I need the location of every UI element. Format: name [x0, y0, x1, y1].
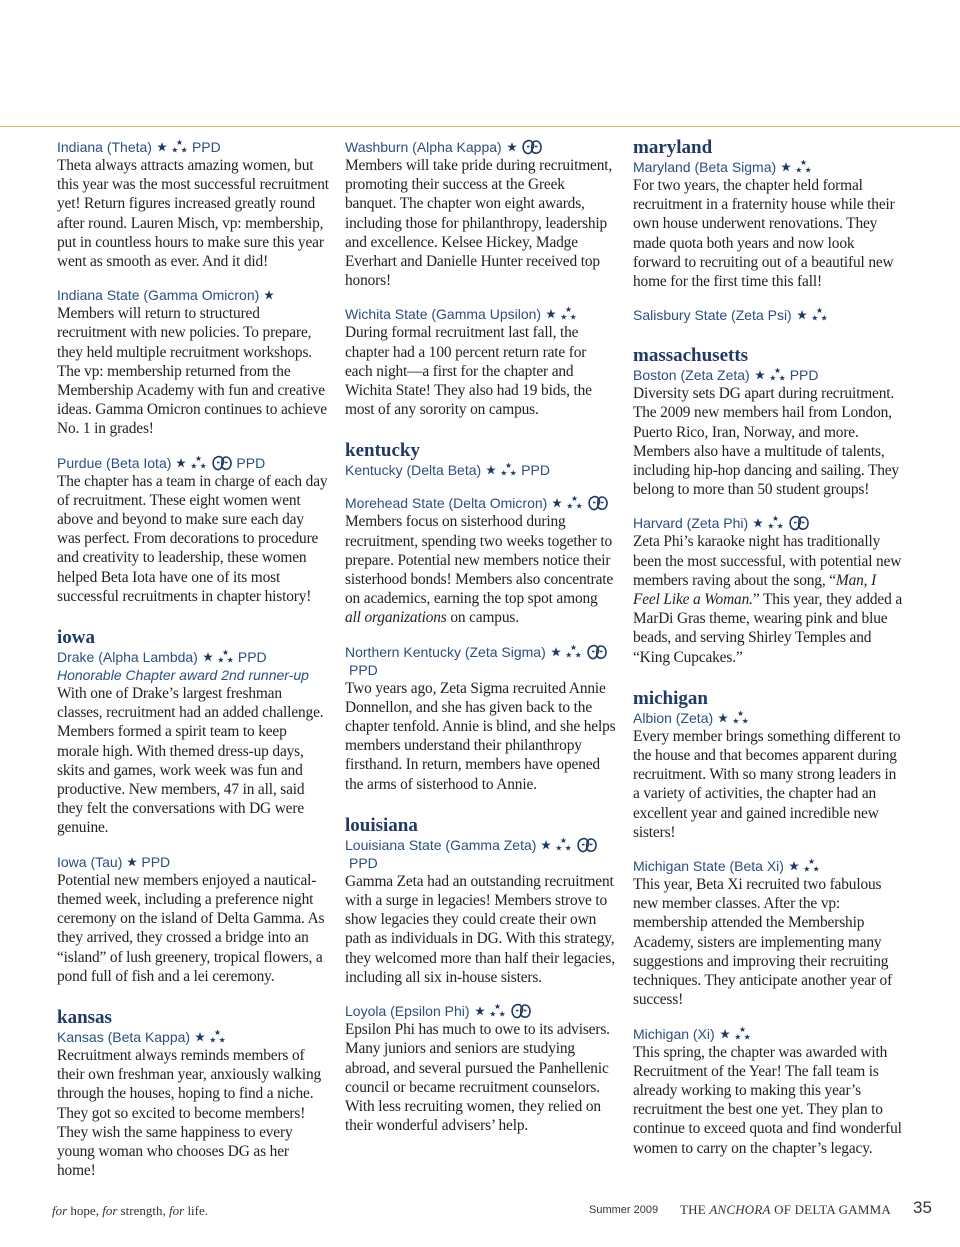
- flowers-icon: [566, 495, 583, 511]
- block-spacer: [633, 291, 905, 306]
- chapter-block: [345, 494, 617, 627]
- block-spacer: [57, 271, 329, 286]
- state-heading: kentucky: [345, 440, 420, 462]
- description-text: Theta always attracts amazing women, but this year was the most successful recruitment yet! Return figures increased greatly round after round. Lauren Misch, vp: membership, put in countless hours to make sure this year went as smooth as ever. And it did!: [57, 157, 329, 271]
- flowers-icon: [209, 1029, 226, 1045]
- chapter-block: [345, 643, 617, 794]
- description-text: Two years ago, Zeta Sigma recruited Annie Donnellon, and she has given back to the chapter tenfold. Annie is blind, and she helps members understand their philanthropy firsthand. In return, members have opened the arms of sisterhood to Annie.: [345, 679, 616, 793]
- flowers-icon: [811, 307, 828, 323]
- chapter-description: [57, 156, 329, 271]
- chapter-title-line: [345, 1002, 617, 1020]
- faces-icon: [576, 836, 597, 854]
- chapter-name: Indiana State (Gamma Omicron): [57, 287, 260, 304]
- flowers-icon: [190, 455, 207, 471]
- footer-motto-for: for: [169, 1203, 185, 1218]
- chapter-name: Iowa (Tau): [57, 853, 123, 870]
- description-text: Members focus on sisterhood during recruitment, spending two weeks together to prepare. Potential new members notice their sisterhood bonds! Members also concentrate on academics, earning the top spot among: [345, 513, 614, 608]
- chapter-name: Michigan (Xi): [633, 1025, 715, 1042]
- chapter-description: [57, 304, 329, 438]
- flowers-icon: [795, 159, 812, 175]
- chapter-name: Salisbury State (Zeta Psi): [633, 307, 792, 324]
- chapter-title-line: [345, 494, 617, 512]
- magazine-title-suffix: OF DELTA GAMMA: [770, 1202, 891, 1217]
- chapter-block: [633, 346, 905, 499]
- star-icon: [720, 1028, 730, 1040]
- chapter-name: Albion (Zeta): [633, 709, 714, 726]
- block-spacer: [345, 794, 617, 816]
- flowers-icon: [555, 837, 572, 853]
- chapter-title-line: [633, 366, 905, 384]
- chapter-description: [57, 871, 329, 986]
- award-icons: [789, 858, 820, 874]
- star-icon: [552, 497, 562, 509]
- description-emphasis: all organizations: [345, 609, 447, 627]
- description-text: Gamma Zeta had an outstanding recruitment with a surge in legacies! Members strove to show legacies they could create their own path as individuals in DG. With this strategy, they welcomed more than half their legacies, including all six in-house sisters.: [345, 872, 615, 986]
- chapter-description: [345, 1020, 617, 1135]
- ppd-label: PPD: [236, 454, 266, 471]
- flowers-icon: [565, 644, 582, 660]
- flowers-icon: [732, 710, 749, 726]
- flowers-icon: [560, 306, 577, 322]
- star-icon: [507, 141, 517, 153]
- chapter-title-line: [57, 853, 329, 871]
- chapter-name: Kentucky (Delta Beta): [345, 462, 482, 479]
- award-icons: [176, 454, 232, 472]
- award-icons: [755, 367, 786, 383]
- chapter-name: Kansas (Beta Kappa): [57, 1028, 191, 1045]
- chapter-description: [345, 872, 617, 987]
- block-spacer: [633, 842, 905, 857]
- ppd-label: PPD: [237, 649, 267, 666]
- faces-icon: [510, 1002, 531, 1020]
- block-spacer: [345, 987, 617, 1002]
- star-icon: [264, 289, 274, 301]
- description-text: Epsilon Phi has much to owe to its advisers. Many juniors and seniors are studying abroad, and several pursued the Panhellenic council or became recruitment counselors. With less recruiting women, they relied on their wonderful advisers’ help.: [345, 1021, 610, 1135]
- star-icon: [203, 651, 213, 663]
- footer-motto: [52, 1203, 208, 1219]
- state-heading: massachusetts: [633, 345, 749, 367]
- chapter-block: [57, 853, 329, 986]
- description-text: Diversity sets DG apart during recruitment. The 2009 new members hail from London, Puerto Rico, Iran, Norway, and more. Members also have a multitude of talents, including hip-hop dancing and sailing. They belong to more than 50 student groups!: [633, 385, 899, 499]
- block-spacer: [57, 606, 329, 628]
- column-1: [57, 138, 329, 1180]
- chapter-block: [57, 138, 329, 271]
- description-text: During formal recruitment last fall, the chapter had a 100 percent return rate for each night—a first for the chapter and Wichita State! They also had 19 bids, the most of any sorority on campus.: [345, 324, 592, 419]
- ppd-label: PPD: [191, 139, 221, 155]
- flowers-icon: [803, 858, 820, 874]
- chapter-title-line: [57, 138, 329, 156]
- star-icon: [486, 464, 496, 476]
- column-3: [633, 138, 905, 1158]
- chapter-description: [633, 875, 905, 1009]
- chapter-name: Washburn (Alpha Kappa): [345, 139, 502, 155]
- page-number: 35: [913, 1198, 932, 1217]
- award-icons: [753, 514, 809, 532]
- description-text: Every member brings something different to the house and that becomes apparent during recruitment. With so many strong leaders in a variety of activities, the chapter had an excellent year and gained incredible new sisters!: [633, 727, 901, 841]
- description-text: Zeta Phi’s karaoke night has traditionally been the most successful, with potential new members raving about the song, “: [633, 533, 902, 589]
- description-text: Members will return to structured recruitment with new policies. To prepare, they held multiple recruitment workshops. The vp: membership returned from the Membership Academy with fun and creative ideas. Gamma Omicron continues to achieve No. 1 in grades!: [57, 305, 327, 438]
- chapter-title-line: [57, 454, 329, 472]
- description-text-end: on campus.: [446, 609, 519, 627]
- chapter-description: [345, 512, 617, 627]
- chapter-name: Michigan State (Beta Xi): [633, 858, 784, 875]
- block-spacer: [345, 419, 617, 441]
- award-icons: [195, 1029, 226, 1045]
- chapter-title-line: [633, 514, 905, 532]
- chapter-name: Northern Kentucky (Zeta Sigma): [345, 643, 546, 660]
- chapter-description: [57, 684, 329, 838]
- star-icon: [157, 141, 167, 153]
- footer-motto-for: for: [102, 1203, 118, 1218]
- chapter-name: Purdue (Beta Iota): [57, 454, 172, 471]
- state-heading: michigan: [633, 687, 708, 709]
- chapter-block: [57, 286, 329, 438]
- block-spacer: [633, 1010, 905, 1025]
- chapter-title-line: [345, 305, 617, 323]
- chapter-block: [345, 1002, 617, 1135]
- award-icons: [507, 138, 542, 156]
- chapter-block: [57, 454, 329, 606]
- chapter-name: Indiana (Theta): [57, 139, 152, 155]
- award-icons: [203, 649, 234, 665]
- flowers-icon: [767, 515, 784, 531]
- ppd-label: PPD: [141, 853, 171, 870]
- award-icons: [552, 494, 608, 512]
- award-icons: [797, 307, 828, 323]
- block-spacer: [345, 479, 617, 494]
- chapter-title-line: [633, 306, 905, 324]
- award-icons: [486, 462, 517, 478]
- chapter-block: [345, 816, 617, 987]
- block-spacer: [57, 838, 329, 853]
- chapter-name: Loyola (Epsilon Phi): [345, 1003, 470, 1020]
- chapter-name: Boston (Zeta Zeta): [633, 367, 750, 384]
- chapter-name: Wichita State (Gamma Upsilon): [345, 306, 542, 323]
- award-icons: [781, 159, 812, 175]
- award-icons: [720, 1026, 751, 1042]
- award-icons: [157, 139, 188, 155]
- chapter-title-line: [633, 857, 905, 875]
- chapter-block: [633, 306, 905, 324]
- state-heading: kansas: [57, 1006, 112, 1028]
- faces-icon: [788, 514, 809, 532]
- chapter-title-line: [345, 138, 617, 156]
- star-icon: [789, 860, 799, 872]
- award-icons: [264, 289, 274, 301]
- state-heading: iowa: [57, 627, 95, 649]
- footer-motto-for: for: [52, 1203, 68, 1218]
- description-emphasis: Man, I Feel Like a Woman.: [633, 571, 877, 609]
- description-text: The chapter has a team in charge of each day of recruitment. These eight women went above and beyond to make sure each day was perfect. From decorations to procedure and creativity to leadership, these women helped Beta Iota have one of its most successful recruitments in chapter history!: [57, 472, 328, 605]
- description-text: Members will take pride during recruitment, promoting their success at the Greek banquet. The chapter won eight awards, including those for philanthropy, leadership and excellence. Kelsee Hickey, Madge Everhart and Danielle Hunter received top honors!: [345, 157, 613, 290]
- chapter-name: Drake (Alpha Lambda): [57, 649, 198, 666]
- chapter-description: [633, 532, 905, 666]
- chapter-name: Harvard (Zeta Phi): [633, 515, 749, 532]
- star-icon: [127, 856, 137, 868]
- chapter-block: [345, 305, 617, 419]
- chapter-title-line: [345, 643, 617, 679]
- star-icon: [541, 839, 551, 851]
- star-icon: [718, 712, 728, 724]
- chapter-name: Morehead State (Delta Omicron): [345, 495, 548, 512]
- chapter-description: [57, 472, 329, 606]
- faces-icon: [211, 454, 232, 472]
- award-icons: [127, 856, 137, 868]
- description-text: This year, Beta Xi recruited two fabulous new member classes. After the vp: membership attended the Membership Academy, sisters are implementing many suggestions and improving their recruiting techniques. They anticipate another year of success!: [633, 876, 893, 1009]
- chapter-name: Maryland (Beta Sigma): [633, 159, 777, 175]
- chapter-title-line: [633, 1025, 905, 1043]
- block-spacer: [633, 499, 905, 514]
- description-text: This spring, the chapter was awarded with Recruitment of the Year! The fall team is already working to making this year’s recruitment the best one yet. They plan to continue to exceed quota and find wonderful women to carry on the chapter’s legacy.: [633, 1043, 902, 1157]
- ppd-label: PPD: [789, 367, 819, 384]
- flowers-icon: [171, 139, 188, 155]
- star-icon: [176, 457, 186, 469]
- chapter-title-line: [57, 286, 329, 304]
- star-icon: [753, 517, 763, 529]
- award-note: Honorable Chapter award 2nd runner-up: [57, 667, 309, 684]
- description-text-end: ” This year, they added a MarDi Gras theme, wearing pink and blue beads, and serving Shirley Temples and “King Cupcakes.”: [633, 591, 903, 666]
- chapter-block: [633, 1025, 905, 1158]
- chapter-description: [57, 1046, 329, 1180]
- block-spacer: [633, 324, 905, 346]
- block-spacer: [57, 986, 329, 1008]
- chapter-block: [633, 514, 905, 666]
- description-text: For two years, the chapter held formal recruitment in a fraternity house while their own house underwent renovations. They made quota both years and now look forward to recruiting out of a beautiful new home for the first time this fall!: [633, 177, 895, 291]
- faces-icon: [587, 494, 608, 512]
- block-spacer: [633, 667, 905, 689]
- star-icon: [195, 1031, 205, 1043]
- chapter-description: [345, 323, 617, 419]
- flowers-icon: [489, 1003, 506, 1019]
- column-2: [345, 138, 617, 1135]
- award-icons: [541, 836, 597, 854]
- chapter-description: [633, 727, 905, 842]
- block-spacer: [57, 439, 329, 454]
- chapter-description: [345, 679, 617, 794]
- chapter-title-line: [345, 836, 617, 872]
- chapter-block: [633, 857, 905, 1009]
- award-icons: [551, 643, 607, 661]
- chapter-title-line: [57, 1028, 329, 1046]
- magazine-title-anchora: ANCHORA: [709, 1202, 771, 1217]
- flowers-icon: [500, 462, 517, 478]
- ppd-label: PPD: [349, 854, 378, 871]
- chapter-title-line: [633, 709, 905, 727]
- footer-motto-life: life.: [184, 1203, 209, 1218]
- flowers-icon: [217, 649, 234, 665]
- star-icon: [797, 309, 807, 321]
- chapter-block: [345, 138, 617, 290]
- chapter-description: [633, 384, 905, 499]
- star-icon: [755, 369, 765, 381]
- star-icon: [551, 646, 561, 658]
- footer-motto-strength: strength,: [117, 1203, 170, 1218]
- block-spacer: [345, 628, 617, 643]
- description-text: Potential new members enjoyed a nautical-themed week, including a preference night ceremony on the island of Delta Gamma. As they arrived, they crossed a bridge into an “island” of lush greenery, tropical flowers, a pond full of fish and a lei ceremony.: [57, 871, 325, 985]
- chapter-description: [345, 156, 617, 290]
- state-heading: maryland: [633, 137, 713, 158]
- flowers-icon: [769, 367, 786, 383]
- star-icon: [475, 1005, 485, 1017]
- chapter-title-line: [633, 158, 905, 176]
- chapter-block: [57, 628, 329, 838]
- state-heading: louisiana: [345, 814, 418, 836]
- chapter-description: [633, 176, 905, 291]
- award-icons: [475, 1002, 531, 1020]
- magazine-title-prefix: THE: [680, 1202, 710, 1217]
- top-accent-rule: [0, 126, 960, 127]
- footer-motto-hope: hope,: [67, 1203, 103, 1218]
- chapter-block: [633, 689, 905, 842]
- ppd-label: PPD: [521, 462, 550, 479]
- description-text: With one of Drake’s largest freshman classes, recruitment had an added challenge. Members formed a spirit team to keep morale high. With themed dress-up days, skits and games, work week was fun and productive. New members, 47 in all, said they felt the conversations with DG were genuine.: [57, 685, 324, 837]
- chapter-title-line: [57, 648, 329, 666]
- faces-icon: [521, 138, 542, 156]
- chapter-block: [57, 1008, 329, 1180]
- award-icons: [718, 710, 749, 726]
- chapter-name: Louisiana State (Gamma Zeta): [345, 836, 537, 853]
- chapter-description: [633, 1043, 905, 1158]
- star-icon: [546, 308, 556, 320]
- flowers-icon: [734, 1026, 751, 1042]
- block-spacer: [345, 290, 617, 305]
- faces-icon: [586, 643, 607, 661]
- footer-issue: Summer 2009: [589, 1204, 659, 1216]
- ppd-label: PPD: [349, 661, 378, 678]
- chapter-title-line: [345, 461, 617, 479]
- chapter-block: [345, 441, 617, 479]
- award-icons: [546, 306, 577, 322]
- footer-magazine-title: [680, 1202, 891, 1218]
- star-icon: [781, 161, 791, 173]
- chapter-block: [633, 138, 905, 291]
- description-text: Recruitment always reminds members of their own freshman year, anxiously walking through the houses, hoping to find a niche. They got so excited to become members! They wish the same happiness to every young woman who chooses DG as her home!: [57, 1046, 322, 1180]
